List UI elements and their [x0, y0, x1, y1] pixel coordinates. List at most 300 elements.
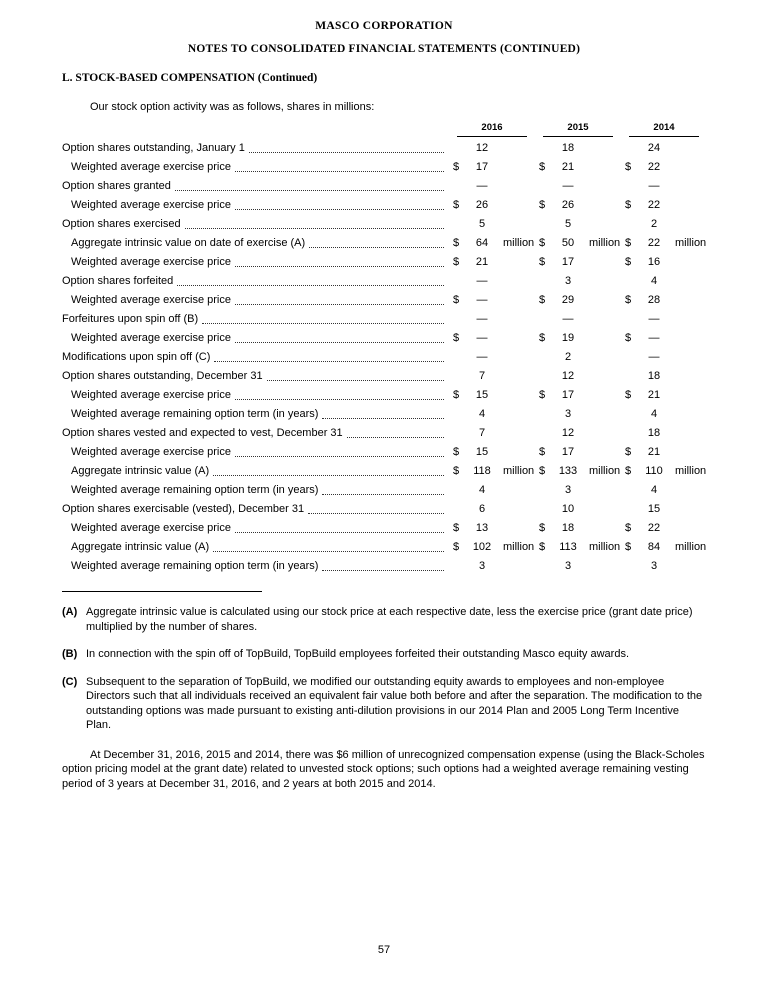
dollar-sign: $	[453, 332, 460, 344]
value-cell	[620, 500, 706, 519]
row-label	[62, 310, 448, 329]
dollar-sign	[448, 215, 464, 234]
value-cell	[534, 500, 620, 519]
value-cell	[534, 424, 620, 443]
table-row	[62, 424, 706, 443]
dollar-sign	[448, 139, 464, 158]
cell-value: —	[648, 332, 660, 344]
cell-value: 7	[478, 370, 486, 382]
value-cell	[448, 158, 534, 177]
value-cell	[620, 310, 706, 329]
dollar-sign: $	[453, 541, 460, 553]
dollar-sign	[620, 139, 636, 158]
table-row	[62, 291, 706, 310]
footnote	[62, 647, 706, 662]
value-cell	[534, 557, 620, 576]
dollar-sign: $	[453, 256, 460, 268]
dollar-sign	[534, 367, 550, 386]
row-label-text: Weighted average exercise price	[71, 161, 231, 173]
cell-value: 17	[475, 161, 489, 173]
footnote-separator-rule	[62, 591, 262, 592]
page-number: 57	[377, 944, 391, 956]
value-cell	[448, 253, 534, 272]
dollar-sign: $	[625, 199, 632, 211]
row-label-text: Weighted average exercise price	[71, 294, 231, 306]
value-cell	[448, 329, 534, 348]
dollar-sign: $	[453, 199, 460, 211]
cell-value: 50	[561, 237, 575, 249]
dot-leader	[322, 418, 444, 419]
table-row	[62, 386, 706, 405]
row-label	[62, 519, 448, 538]
document-header	[62, 20, 706, 55]
cell-value: 21	[475, 256, 489, 268]
dollar-sign	[534, 272, 550, 291]
value-cell	[534, 481, 620, 500]
dot-leader	[235, 209, 444, 210]
row-label-text: Weighted average exercise price	[71, 332, 231, 344]
value-cell	[534, 538, 620, 557]
year-label: 2016	[457, 122, 527, 137]
dot-leader	[175, 190, 444, 191]
dollar-sign	[534, 310, 550, 329]
dollar-sign	[448, 481, 464, 500]
row-label-text: Weighted average exercise price	[71, 199, 231, 211]
value-cell	[448, 234, 534, 253]
notes-subtitle: NOTES TO CONSOLIDATED FINANCIAL STATEMENTS (CONTINUED)	[187, 43, 581, 55]
value-cell	[620, 386, 706, 405]
value-cell	[448, 462, 534, 481]
dollar-sign	[620, 500, 636, 519]
row-label	[62, 158, 448, 177]
cell-value: 5	[564, 218, 572, 230]
dot-leader	[214, 361, 444, 362]
dollar-sign: $	[625, 256, 632, 268]
value-cell	[620, 481, 706, 500]
dollar-sign: $	[453, 389, 460, 401]
cell-suffix: million	[503, 465, 535, 477]
dollar-sign	[448, 272, 464, 291]
row-label	[62, 462, 448, 481]
dollar-sign: $	[539, 237, 546, 249]
table-row	[62, 367, 706, 386]
row-label-text: Option shares outstanding, January 1	[62, 142, 245, 154]
closing-paragraph: At December 31, 2016, 2015 and 2014, there was $6 million of unrecognized compensation expense (using the Black-Scholes option pricing model at the grant date) related to unvested stock options; such options had a weighted average remaining vesting period of 3 years at December 31, 2016, and 2 years at both 2015 and 2014.	[62, 748, 705, 790]
value-cell	[620, 196, 706, 215]
cell-value: 3	[564, 275, 572, 287]
dollar-sign: $	[625, 294, 632, 306]
table-row	[62, 310, 706, 329]
value-cell	[620, 462, 706, 481]
value-cell	[620, 405, 706, 424]
table-header-row	[62, 122, 706, 137]
dot-leader	[347, 437, 444, 438]
cell-value: —	[562, 180, 574, 192]
row-label-text: Weighted average exercise price	[71, 256, 231, 268]
dollar-sign	[534, 500, 550, 519]
value-cell	[534, 329, 620, 348]
cell-value: 26	[475, 199, 489, 211]
cell-value: 29	[561, 294, 575, 306]
dot-leader	[185, 228, 444, 229]
dollar-sign: $	[539, 332, 546, 344]
dollar-sign	[620, 405, 636, 424]
dollar-sign	[448, 557, 464, 576]
row-label	[62, 291, 448, 310]
cell-value: 22	[647, 522, 661, 534]
dollar-sign	[448, 405, 464, 424]
row-label	[62, 253, 448, 272]
value-cell	[448, 481, 534, 500]
table-header-spacer	[62, 122, 448, 137]
dollar-sign	[534, 481, 550, 500]
cell-value: 21	[561, 161, 575, 173]
table-row	[62, 481, 706, 500]
dollar-sign: $	[453, 161, 460, 173]
row-label-text: Weighted average exercise price	[71, 446, 231, 458]
value-cell	[620, 538, 706, 557]
row-label-text: Weighted average exercise price	[71, 389, 231, 401]
value-cell	[620, 215, 706, 234]
cell-value: —	[476, 294, 488, 306]
value-cell	[448, 291, 534, 310]
cell-value: 22	[647, 199, 661, 211]
table-row	[62, 272, 706, 291]
table-row	[62, 215, 706, 234]
dollar-sign: $	[539, 522, 546, 534]
value-cell	[448, 348, 534, 367]
row-label	[62, 500, 448, 519]
cell-value: 15	[475, 446, 489, 458]
cell-value: 17	[561, 389, 575, 401]
cell-value: —	[562, 313, 574, 325]
value-cell	[620, 557, 706, 576]
dollar-sign	[620, 177, 636, 196]
value-cell	[534, 310, 620, 329]
section-title: L. STOCK-BASED COMPENSATION (Continued)	[62, 72, 318, 84]
table-row	[62, 177, 706, 196]
value-cell	[534, 215, 620, 234]
table-row	[62, 158, 706, 177]
year-column-header	[534, 122, 620, 137]
year-label: 2015	[543, 122, 613, 137]
dollar-sign: $	[539, 541, 546, 553]
cell-value: 19	[561, 332, 575, 344]
value-cell	[534, 272, 620, 291]
dollar-sign	[448, 177, 464, 196]
footnote-text: In connection with the spin off of TopBuild, TopBuild employees forfeited their outstanding Masco equity awards.	[86, 648, 629, 660]
cell-value: 12	[475, 142, 489, 154]
footnote-tag: (A)	[62, 606, 78, 618]
cell-value: 4	[650, 275, 658, 287]
cell-value: 6	[478, 503, 486, 515]
row-label	[62, 177, 448, 196]
cell-value: 28	[647, 294, 661, 306]
cell-suffix: million	[503, 541, 535, 553]
value-cell	[534, 519, 620, 538]
footnote-text: Subsequent to the separation of TopBuild, we modified our outstanding equity awards to employees and non-employee Directors such that all individuals received an equivalent fair value both before and after the separation. The modification to the outstanding options was made pursuant to existing anti-dilution provisions in our 2014 Plan and 2005 Long Term Incentive Plan.	[86, 675, 703, 731]
cell-value: 3	[564, 408, 572, 420]
footnotes-section	[62, 605, 706, 733]
value-cell	[534, 367, 620, 386]
cell-suffix: million	[589, 465, 621, 477]
row-label	[62, 234, 448, 253]
footnote-text: Aggregate intrinsic value is calculated using our stock price at each respective date, less the exercise price (grant date price) multiplied by the number of shares.	[86, 606, 693, 633]
year-column-header	[620, 122, 706, 137]
table-row	[62, 462, 706, 481]
table-row	[62, 500, 706, 519]
row-label	[62, 139, 448, 158]
dollar-sign	[534, 405, 550, 424]
dollar-sign	[620, 481, 636, 500]
stock-option-activity-table	[62, 122, 706, 576]
value-cell	[620, 234, 706, 253]
dollar-sign	[620, 424, 636, 443]
cell-value: 18	[647, 370, 661, 382]
value-cell	[448, 177, 534, 196]
value-cell	[448, 557, 534, 576]
value-cell	[620, 272, 706, 291]
dot-leader	[267, 380, 444, 381]
value-cell	[620, 519, 706, 538]
cell-value: 22	[647, 237, 661, 249]
cell-value: 3	[650, 560, 658, 572]
value-cell	[620, 367, 706, 386]
dollar-sign	[534, 139, 550, 158]
table-row	[62, 519, 706, 538]
cell-value: —	[476, 351, 488, 363]
row-label-text: Aggregate intrinsic value on date of exercise (A)	[71, 237, 306, 249]
cell-value: 3	[564, 484, 572, 496]
dot-leader	[235, 532, 444, 533]
dollar-sign: $	[539, 161, 546, 173]
value-cell	[448, 519, 534, 538]
cell-value: 13	[475, 522, 489, 534]
table-row	[62, 139, 706, 158]
row-label	[62, 481, 448, 500]
dollar-sign	[620, 310, 636, 329]
dollar-sign: $	[625, 446, 632, 458]
footnote	[62, 675, 706, 733]
cell-value: 12	[561, 370, 575, 382]
cell-value: 26	[561, 199, 575, 211]
cell-value: 3	[564, 560, 572, 572]
dollar-sign	[534, 557, 550, 576]
dollar-sign: $	[625, 389, 632, 401]
cell-value: 4	[478, 484, 486, 496]
dollar-sign	[620, 557, 636, 576]
dollar-sign	[534, 177, 550, 196]
value-cell	[534, 196, 620, 215]
cell-value: 113	[559, 541, 577, 553]
row-label-text: Option shares vested and expected to vest, December 31	[62, 427, 343, 439]
cell-value: 110	[645, 465, 663, 477]
cell-value: —	[476, 313, 488, 325]
dot-leader	[235, 342, 444, 343]
value-cell	[448, 538, 534, 557]
cell-value: 133	[558, 465, 578, 477]
value-cell	[448, 272, 534, 291]
cell-value: 4	[478, 408, 486, 420]
row-label	[62, 538, 448, 557]
cell-value: 18	[561, 142, 575, 154]
value-cell	[620, 177, 706, 196]
cell-suffix: million	[589, 237, 621, 249]
cell-value: 10	[561, 503, 575, 515]
value-cell	[448, 139, 534, 158]
value-cell	[534, 177, 620, 196]
table-row	[62, 443, 706, 462]
year-label: 2014	[629, 122, 699, 137]
dollar-sign: $	[453, 237, 460, 249]
row-label-text: Weighted average remaining option term (in years)	[71, 484, 319, 496]
cell-value: —	[476, 180, 488, 192]
cell-value: 118	[473, 465, 491, 477]
cell-value: 17	[561, 256, 575, 268]
dollar-sign: $	[539, 465, 546, 477]
row-label-text: Weighted average remaining option term (in years)	[71, 560, 319, 572]
dollar-sign	[534, 424, 550, 443]
cell-value: —	[648, 351, 660, 363]
value-cell	[448, 310, 534, 329]
dollar-sign: $	[539, 199, 546, 211]
row-label	[62, 272, 448, 291]
cell-suffix: million	[503, 237, 535, 249]
dollar-sign	[448, 367, 464, 386]
cell-suffix: million	[675, 465, 707, 477]
cell-value: 102	[472, 541, 492, 553]
dollar-sign	[620, 348, 636, 367]
cell-value: 3	[478, 560, 486, 572]
value-cell	[448, 443, 534, 462]
value-cell	[448, 500, 534, 519]
dollar-sign: $	[625, 465, 632, 477]
dollar-sign: $	[539, 389, 546, 401]
dot-leader	[249, 152, 444, 153]
cell-value: 22	[647, 161, 661, 173]
row-label-text: Option shares outstanding, December 31	[62, 370, 263, 382]
dollar-sign: $	[453, 446, 460, 458]
row-label	[62, 215, 448, 234]
dot-leader	[235, 399, 444, 400]
value-cell	[534, 253, 620, 272]
cell-value: 64	[475, 237, 489, 249]
cell-value: 15	[647, 503, 661, 515]
dollar-sign	[448, 348, 464, 367]
row-label	[62, 348, 448, 367]
table-row	[62, 234, 706, 253]
dot-leader	[177, 285, 444, 286]
row-label	[62, 386, 448, 405]
dot-leader	[309, 247, 444, 248]
cell-value: 12	[561, 427, 575, 439]
dollar-sign	[534, 215, 550, 234]
dollar-sign: $	[625, 522, 632, 534]
value-cell	[448, 424, 534, 443]
cell-value: 7	[478, 427, 486, 439]
value-cell	[534, 158, 620, 177]
cell-value: —	[476, 332, 488, 344]
dollar-sign: $	[453, 294, 460, 306]
dollar-sign: $	[625, 332, 632, 344]
dollar-sign: $	[453, 465, 460, 477]
cell-value: 16	[647, 256, 661, 268]
cell-value: 18	[561, 522, 575, 534]
cell-value: 21	[647, 446, 661, 458]
value-cell	[620, 443, 706, 462]
cell-value: 4	[650, 484, 658, 496]
dollar-sign	[448, 500, 464, 519]
dot-leader	[322, 570, 444, 571]
value-cell	[620, 158, 706, 177]
cell-value: 2	[564, 351, 572, 363]
value-cell	[448, 367, 534, 386]
footnote	[62, 605, 706, 634]
year-column-header	[448, 122, 534, 137]
row-label	[62, 196, 448, 215]
cell-value: —	[648, 180, 660, 192]
cell-value: 17	[561, 446, 575, 458]
table-row	[62, 557, 706, 576]
cell-value: 5	[478, 218, 486, 230]
dollar-sign: $	[625, 237, 632, 249]
value-cell	[534, 139, 620, 158]
dollar-sign: $	[539, 294, 546, 306]
dollar-sign: $	[625, 541, 632, 553]
row-label-text: Modifications upon spin off (C)	[62, 351, 211, 363]
dollar-sign	[534, 348, 550, 367]
dollar-sign	[448, 310, 464, 329]
value-cell	[448, 196, 534, 215]
row-label	[62, 443, 448, 462]
row-label	[62, 329, 448, 348]
table-row	[62, 253, 706, 272]
row-label-text: Option shares exercisable (vested), December 31	[62, 503, 305, 515]
table-row	[62, 538, 706, 557]
value-cell	[534, 348, 620, 367]
row-label	[62, 405, 448, 424]
dot-leader	[322, 494, 444, 495]
row-label-text: Forfeitures upon spin off (B)	[62, 313, 199, 325]
cell-value: —	[648, 313, 660, 325]
dot-leader	[213, 475, 444, 476]
value-cell	[534, 291, 620, 310]
cell-suffix: million	[675, 237, 707, 249]
intro-paragraph: Our stock option activity was as follows, shares in millions:	[90, 101, 375, 113]
row-label-text: Option shares granted	[62, 180, 171, 192]
dot-leader	[235, 456, 444, 457]
dollar-sign: $	[625, 161, 632, 173]
dot-leader	[213, 551, 444, 552]
value-cell	[448, 215, 534, 234]
value-cell	[534, 234, 620, 253]
table-body	[62, 139, 706, 576]
value-cell	[534, 386, 620, 405]
cell-value: 24	[647, 142, 661, 154]
dot-leader	[235, 266, 444, 267]
value-cell	[448, 405, 534, 424]
dollar-sign: $	[453, 522, 460, 534]
value-cell	[448, 386, 534, 405]
table-row	[62, 196, 706, 215]
value-cell	[534, 405, 620, 424]
row-label-text: Option shares exercised	[62, 218, 181, 230]
footnote-tag: (C)	[62, 675, 78, 688]
value-cell	[620, 329, 706, 348]
cell-value: 2	[650, 218, 658, 230]
row-label	[62, 367, 448, 386]
value-cell	[620, 139, 706, 158]
